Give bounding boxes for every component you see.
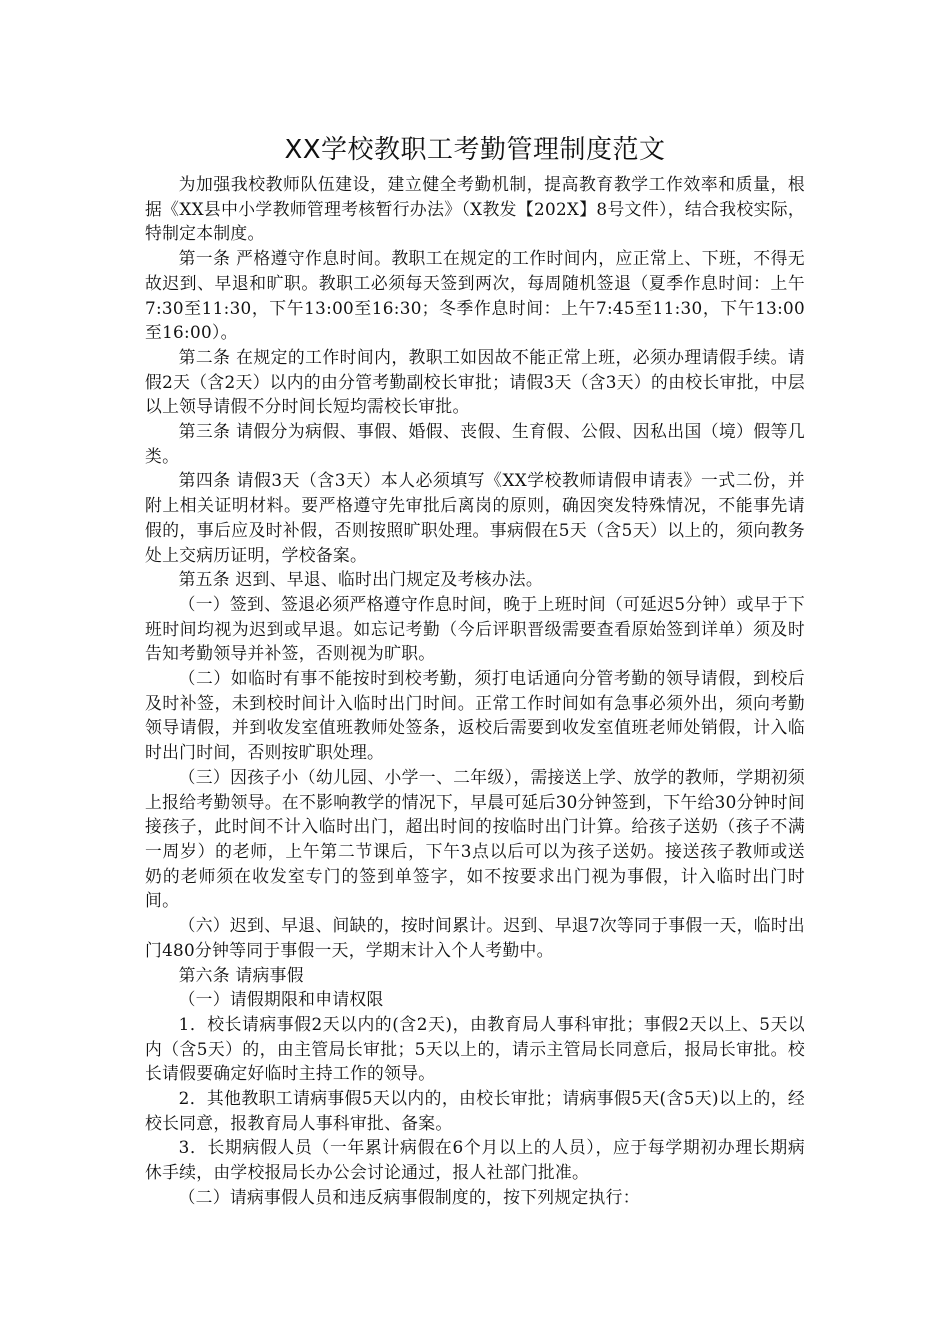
- paragraph-article-6-rule-1: 1．校长请病事假2天以内的(含2天)，由教育局人事科审批；事假2天以上、5天以内（含5天）的，由主管局长审批；5天以上的，请示主管局长同意后，报局长审批。校长请假要确定好临时主持工作的领导。: [145, 1013, 805, 1084]
- paragraph-intro: 为加强我校教师队伍建设，建立健全考勤机制，提高教育教学工作效率和质量，根据《XX县中小学教师管理考核暂行办法》（X教发【202X】8号文件），结合我校实际，特制定本制度。: [145, 174, 805, 244]
- paragraph-article-6-item-2: （二）请病事假人员和违反病事假制度的，按下列规定执行：: [178, 1186, 640, 1207]
- paragraph-article-5: 第五条 迟到、早退、临时出门规定及考核办法。: [178, 569, 543, 590]
- paragraph-article-4: 第四条 请假3天（含3天）本人必须填写《XX学校教师请假申请表》一式二份，并附上相关证明材料。要严格遵守先审批后离岗的原则，确因突发特殊情况，不能事先请假的，事后应及时补假，否则按照旷职处理。事病假在5天（含5天）以上的，须向教务处上交病历证明，学校备案。: [145, 470, 805, 565]
- paragraph-article-5-item-3: （三）因孩子小（幼儿园、小学一、二年级），需接送上学、放学的教师，学期初须上报给考勤领导。在不影响教学的情况下，早晨可延后30分钟签到，下午给30分钟时间接孩子，此时间不计入临时出门，超出时间的按临时出门计算。给孩子送奶（孩子不满一周岁）的老师，上午第二节课后，下午3点以后可以为孩子送奶。接送孩子教师或送奶的老师须在收发室专门的签到单签字，如不按要求出门视为事假，计入临时出门时间。: [145, 766, 805, 911]
- paragraph-article-6-rule-3: 3．长期病假人员（一年累计病假在6个月以上的人员），应于每学期初办理长期病休手续，由学校报局长办公会讨论通过，报人社部门批准。: [145, 1137, 805, 1183]
- document-title: XX学校教职工考勤管理制度范文: [284, 135, 666, 165]
- paragraph-article-5-item-1: （一）签到、签退必须严格遵守作息时间，晚于上班时间（可延迟5分钟）或早于下班时间均视为迟到或早退。如忘记考勤（今后评职晋级需要查看原始签到详单）须及时告知考勤领导并补签，否则视为旷职。: [145, 593, 805, 664]
- document-page: [145, 130, 805, 1210]
- paragraph-article-6-item-1: （一）请假期限和申请权限: [178, 989, 384, 1010]
- paragraph-article-6: 第六条 请病事假: [178, 964, 304, 985]
- paragraph-article-5-item-6: （六）迟到、早退、间缺的，按时间累计。迟到、早退7次等同于事假一天，临时出门480分钟等同于事假一天，学期末计入个人考勤中。: [145, 915, 805, 960]
- paragraph-article-5-item-2: （二）如临时有事不能按时到校考勤，须打电话通向分管考勤的领导请假，到校后及时补签，未到校时间计入临时出门时间。正常工作时间如有急事必须外出，须向考勤领导请假，并到收发室值班教师处签条，返校后需要到收发室值班老师处销假，计入临时出门时间，否则按旷职处理。: [145, 668, 805, 763]
- paragraph-article-2: 第二条 在规定的工作时间内，教职工如因故不能正常上班，必须办理请假手续。请假2天（含2天）以内的由分管考勤副校长审批；请假3天（含3天）的由校长审批，中层以上领导请假不分时间长短均需校长审批。: [145, 346, 805, 417]
- paragraph-article-6-rule-2: 2．其他教职工请病事假5天以内的，由校长审批；请病事假5天(含5天)以上的，经校长同意，报教育局人事科审批、备案。: [145, 1088, 805, 1133]
- paragraph-article-1: 第一条 严格遵守作息时间。教职工在规定的工作时间内，应正常上、下班，不得无故迟到、早退和旷职。教职工必须每天签到两次，每周随机签退（夏季作息时间：上午7:30至11:30，下午13:00至16:30；冬季作息时间：上午7:45至11:30，下午13:00至16:00）。: [145, 248, 805, 343]
- paragraph-article-3: 第三条 请假分为病假、事假、婚假、丧假、生育假、公假、因私出国（境）假等几类。: [145, 421, 805, 466]
